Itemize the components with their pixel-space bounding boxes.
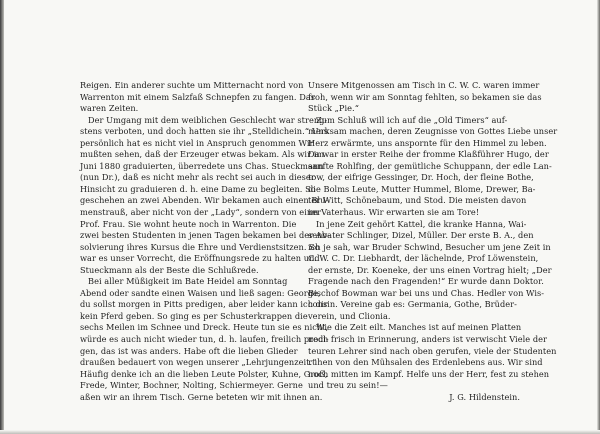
left-column-line: Stueckmann als der Beste die Schlußrede.: [80, 264, 259, 275]
left-column-line: geschehen an zwei Abenden. Wir bekamen auch einen Blu-: [80, 195, 329, 206]
right-column-line: C. W. C. Dr. Liebhardt, der lächelnde, Prof Löwenstein,: [308, 253, 539, 264]
right-column-line: Unsere Mitgenossen am Tisch in C. W. C. waren immer: [308, 80, 540, 90]
left-column-line: du sollst morgen in Pitts predigen, aber leider kann ich dir: [80, 299, 328, 310]
left-column-line: stens verboten, und doch hatten sie ihr „Stelldichein.“ Uns: [80, 126, 329, 137]
left-column-line: waren Zeiten.: [80, 103, 139, 114]
right-column-line: noch frisch in Erinnerung, anders ist verwischt Viele der: [308, 334, 547, 345]
left-column-line: draußen bedauert von wegen unserer „Lehrjungenzeit.“: [80, 357, 317, 368]
left-column-line: zwei besten Studenten in jenen Tagen bekamen bei der Ab-: [80, 230, 330, 241]
left-column-line: solvierung ihres Kursus die Ehre und Verdienstsitzen. So: [80, 241, 320, 252]
right-column-line: froh, wenn wir am Sonntag fehlten, so bekamen sie das: [308, 91, 542, 102]
right-column-line: merksam machen, deren Zeugnisse von Gottes Liebe unser: [308, 126, 558, 137]
left-column-line: Häufig denke ich an die lieben Leute Polster, Kuhne, Groß,: [80, 368, 328, 379]
right-column-line: Da war in erster Reihe der fromme Klaßführer Hugo, der: [308, 149, 549, 160]
right-column-line: der ernste, Dr. Koenekе, der uns einen Vortrag hielt; „Der: [308, 264, 552, 275]
right-column-line: Zum Schluß will ich auf die „Old Timers“ auf-: [316, 114, 508, 125]
left-column-line: Der Umgang mit dem weiblichen Geschlecht war streng-: [88, 114, 328, 125]
left-column-line: sechs Meilen im Schnee und Dreck. Heute tun sie es nicht,: [80, 322, 329, 333]
page-edge-shadow-left: [0, 0, 4, 434]
right-column-line: Bischof Bowman war bei uns und Chas. Hedler von Wis-: [308, 287, 545, 298]
left-column-line: persönlich hat es nicht viel in Anspruch genommen Wir: [80, 137, 314, 148]
right-text-column: [308, 80, 558, 403]
left-column-line: würde es auch nicht wieder tun, d. h. laufen, freilich predi-: [80, 334, 329, 345]
right-column-line: ruhen von den Mühsalen des Erdenlebens aus. Wir sind: [308, 357, 543, 368]
right-column-line: Fragende nach den Fragenden!“ Er wurde dann Doktor.: [308, 276, 544, 287]
left-column-line: (nun Dr.), daß es nicht mehr als recht sei auch in dieser: [80, 172, 315, 183]
left-column-line: kein Pferd geben. So ging es per Schusterkrappen die: [80, 310, 308, 321]
left-column-line: war es unser Vorrecht, die Eröffnungsrede zu halten und: [80, 253, 320, 264]
right-column-line: consin. Vereine gab es: Germania, Gothe, Brüder-: [308, 299, 517, 310]
right-column-line: In jene Zeit gehört Kattel, die kranke Hanna, Wai-: [316, 218, 527, 229]
right-column-line: Herz erwärmte, uns anspornte für den Himmel zu leben.: [308, 137, 547, 148]
left-column-line: Bei aller Müßigkeit im Bate Heidel am Sonntag: [88, 276, 288, 287]
left-column-line: Prof. Frau. Sie wohnt heute noch in Warrenton. Die: [80, 218, 297, 229]
right-column-line: und treu zu sein!—: [308, 380, 388, 391]
right-column-line: ter Witt, Schönebaum, und Stod. Die meisten davon: [308, 195, 527, 206]
left-column-line: Abend oder sandte einen Waisen und ließ sagen: George,: [80, 287, 321, 298]
left-column-line: Hinsicht zu graduieren d. h. eine Dame zu begleiten. So: [80, 183, 316, 194]
right-column-line: Stück „Pie.“: [308, 103, 359, 114]
left-column-line: Frede, Winter, Bochner, Nolting, Schiermeyer. Gerne: [80, 380, 303, 391]
right-column-line: verein, und Clionia.: [308, 310, 391, 321]
page-edge-shadow-bottom: [0, 430, 600, 434]
right-column-line: ich je sah, war Bruder Schwind, Besucher um jene Zeit in: [308, 241, 551, 252]
left-column-line: menstrauß, aber nicht von der „Lady“, sondern von einer: [80, 207, 322, 218]
signature: J. G. Hildenstein.: [449, 391, 520, 402]
left-column-line: Warrenton mit einem Salzfaß Schnepfen zu fangen. Das: [80, 91, 316, 102]
right-column-line: Wie die Zeit eilt. Manches ist auf meinen Platten: [316, 322, 522, 333]
right-column-line: noch mitten im Kampf. Helfe uns der Herr, fest zu stehen: [308, 368, 550, 379]
left-column-line: aßen wir an ihrem Tisch. Gerne beteten wir mit ihnen an.: [80, 391, 323, 402]
right-column-line: teuren Lehrer sind nach oben gerufen, viele der Studenten: [308, 345, 557, 356]
right-column-line: die Bolms Leute, Mutter Hummel, Blome, Drewer, Ba-: [308, 183, 536, 194]
right-column-line: tow, der eifrige Gessinger, Dr. Hoch, der fleine Bothe,: [308, 172, 534, 183]
left-text-column: [80, 80, 330, 403]
left-column-line: mußten sehen, daß der Erzeuger etwas bekam. Als wir im: [80, 149, 325, 160]
right-column-line: senvater Schlinger, Dizel, Müller. Der erste B. A., den: [308, 230, 534, 241]
left-column-line: gen, das ist was anders. Habe oft die lieben Glieder: [80, 345, 298, 356]
left-column-line: Reigen. Ein anderer suchte um Mitternacht nord von: [80, 80, 304, 90]
right-column-line: sanfte Rohlfing, der gemütliche Schuppann, der edle Lan-: [308, 160, 552, 171]
right-column-line: im Vaterhaus. Wir erwarten sie am Tore!: [308, 207, 480, 218]
left-column-line: Juni 1880 graduierten, überredete uns Chas. Stueckmann: [80, 160, 324, 171]
